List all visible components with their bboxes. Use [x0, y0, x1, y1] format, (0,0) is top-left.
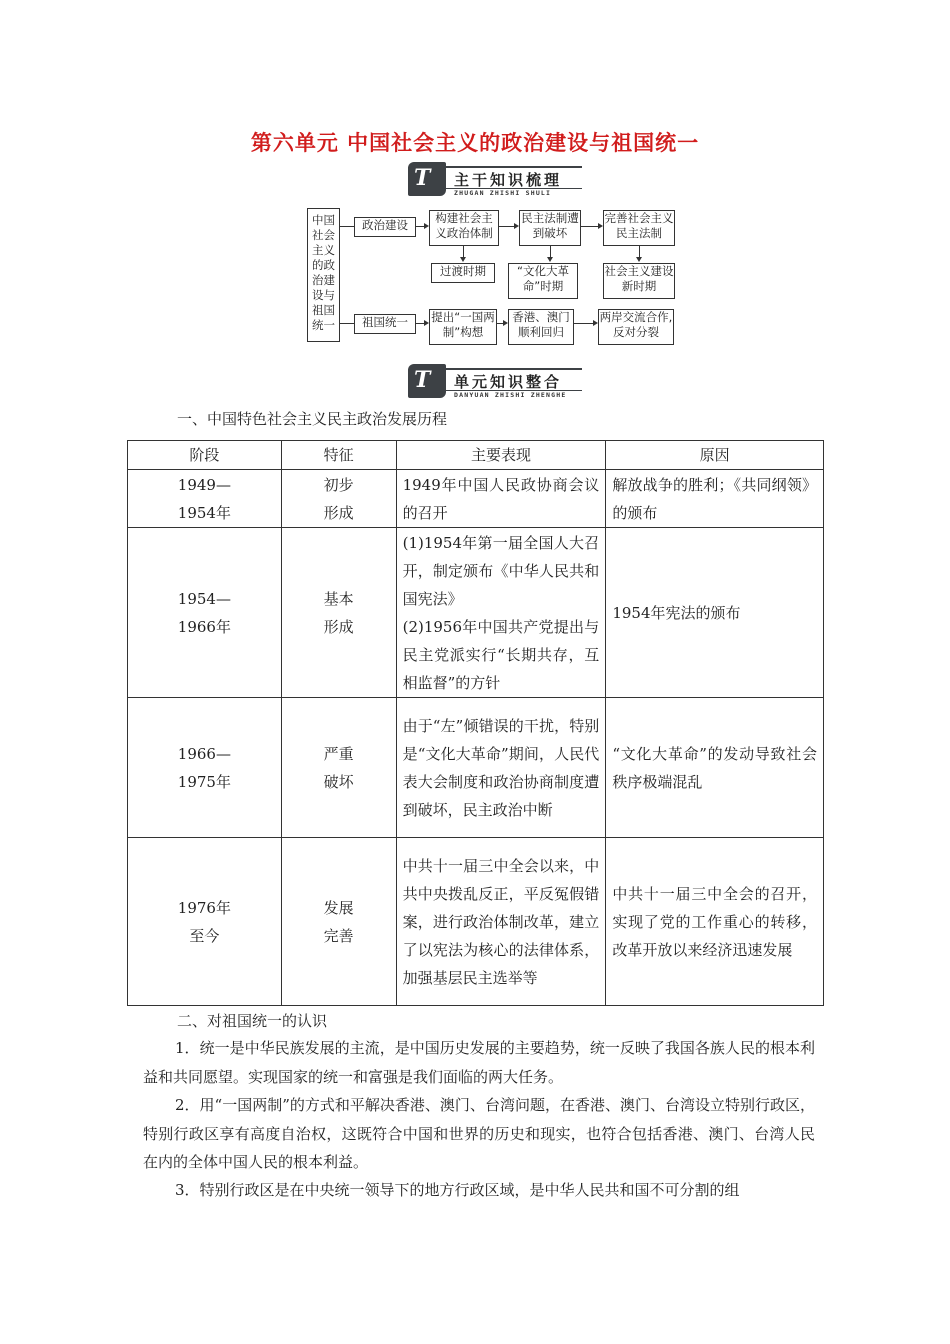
diagram-p1-sub: 过渡时期 — [431, 263, 495, 283]
knowledge-diagram — [305, 205, 685, 350]
diagram-u1: 提出“一国两制”构想 — [429, 309, 497, 345]
feature-cell: 基本 形成 — [281, 528, 396, 698]
performance-cell: 中共十一届三中全会以来，中共中央拨乱反正，平反冤假错案，进行政治体制改革，建立了以宪法为核心的法律体系，加强基层民主选举等 — [396, 838, 606, 1006]
history-table — [127, 440, 824, 1006]
reason-cell: 1954年宪法的颁布 — [606, 528, 824, 698]
diagram-p3: 完善社会主义民主法制 — [603, 210, 675, 246]
banner-pinyin: ZHUGAN ZHISHI SHULI — [454, 189, 552, 197]
table-header-row — [128, 441, 824, 470]
diagram-p1: 构建社会主义政治体制 — [429, 210, 499, 246]
section-heading-2: 二、对祖国统一的认识 — [177, 1012, 328, 1030]
table-row — [128, 470, 824, 528]
performance-cell: 由于“左”倾错误的干扰，特别是“文化大革命”期间，人民代表大会制度和政治协商制度遭到破坏，民主政治中断 — [396, 698, 606, 838]
banner-pinyin: DANYUAN ZHISHI ZHENGHE — [454, 391, 567, 399]
stage-cell: 1976年 至今 — [128, 838, 282, 1006]
performance-cell: (1)1954年第一届全国人大召开，制定颁布《中华人民共和国宪法》 (2)1956年中国共产党提出与民主党派实行“长期共存，互相监督”的方针 — [396, 528, 606, 698]
diagram-p2-sub: “文化大革命”时期 — [508, 263, 578, 299]
diagram-root: 中国社会主义的政治建设与祖国统一 — [307, 208, 340, 342]
table-header: 特征 — [281, 441, 396, 470]
performance-cell: 1949年中国人民政协商会议的召开 — [396, 470, 606, 528]
stage-cell: 1949— 1954年 — [128, 470, 282, 528]
table-row — [128, 528, 824, 698]
table-header: 原因 — [606, 441, 824, 470]
table-header: 主要表现 — [396, 441, 606, 470]
paragraph-3: 3．特别行政区是在中央统一领导下的地方行政区域，是中华人民共和国不可分割的组 — [175, 1181, 740, 1199]
stage-cell: 1954— 1966年 — [128, 528, 282, 698]
table-row — [128, 698, 824, 838]
feature-cell: 初步 形成 — [281, 470, 396, 528]
page-title: 第六单元 中国社会主义的政治建设与祖国统一 — [250, 130, 700, 155]
reason-cell: 解放战争的胜利；《共同纲领》的颁布 — [606, 470, 824, 528]
section-banner-unit-integration — [408, 362, 583, 400]
paragraph-2: 2．用“一国两制”的方式和平解决香港、澳门、台湾问题，在香港、澳门、台湾设立特别行政区，特别行政区享有高度自治权，这既符合中国和世界的历史和现实，也符合包括香港、澳门、台湾人民在内的全体中国人民的根本利益。 — [143, 1096, 815, 1171]
reason-cell: 中共十一届三中全会的召开，实现了党的工作重心的转移，改革开放以来经济迅速发展 — [606, 838, 824, 1006]
banner-title: 单元知识整合 — [454, 373, 563, 391]
banner-logo-icon: T — [408, 364, 446, 398]
feature-cell: 发展 完善 — [281, 838, 396, 1006]
table-header: 阶段 — [128, 441, 282, 470]
section-banner-main-knowledge — [408, 160, 583, 198]
banner-logo-icon: T — [408, 162, 446, 196]
diagram-p3-sub: 社会主义建设新时期 — [603, 263, 675, 299]
reason-cell: “文化大革命”的发动导致社会秩序极端混乱 — [606, 698, 824, 838]
banner-title: 主干知识梳理 — [454, 171, 563, 189]
table-row — [128, 838, 824, 1006]
diagram-politics: 政治建设 — [354, 217, 416, 237]
paragraph-1: 1．统一是中华民族发展的主流，是中国历史发展的主要趋势，统一反映了我国各族人民的根本利益和共同愿望。实现国家的统一和富强是我们面临的两大任务。 — [143, 1039, 815, 1086]
diagram-p2: 民主法制遭到破坏 — [519, 210, 581, 246]
stage-cell: 1966— 1975年 — [128, 698, 282, 838]
feature-cell: 严重 破坏 — [281, 698, 396, 838]
diagram-u2: 香港、澳门顺利回归 — [508, 309, 574, 345]
diagram-u3: 两岸交流合作,反对分裂 — [598, 309, 674, 345]
section-heading-1: 一、中国特色社会主义民主政治发展历程 — [177, 410, 448, 428]
diagram-unify: 祖国统一 — [354, 314, 416, 334]
